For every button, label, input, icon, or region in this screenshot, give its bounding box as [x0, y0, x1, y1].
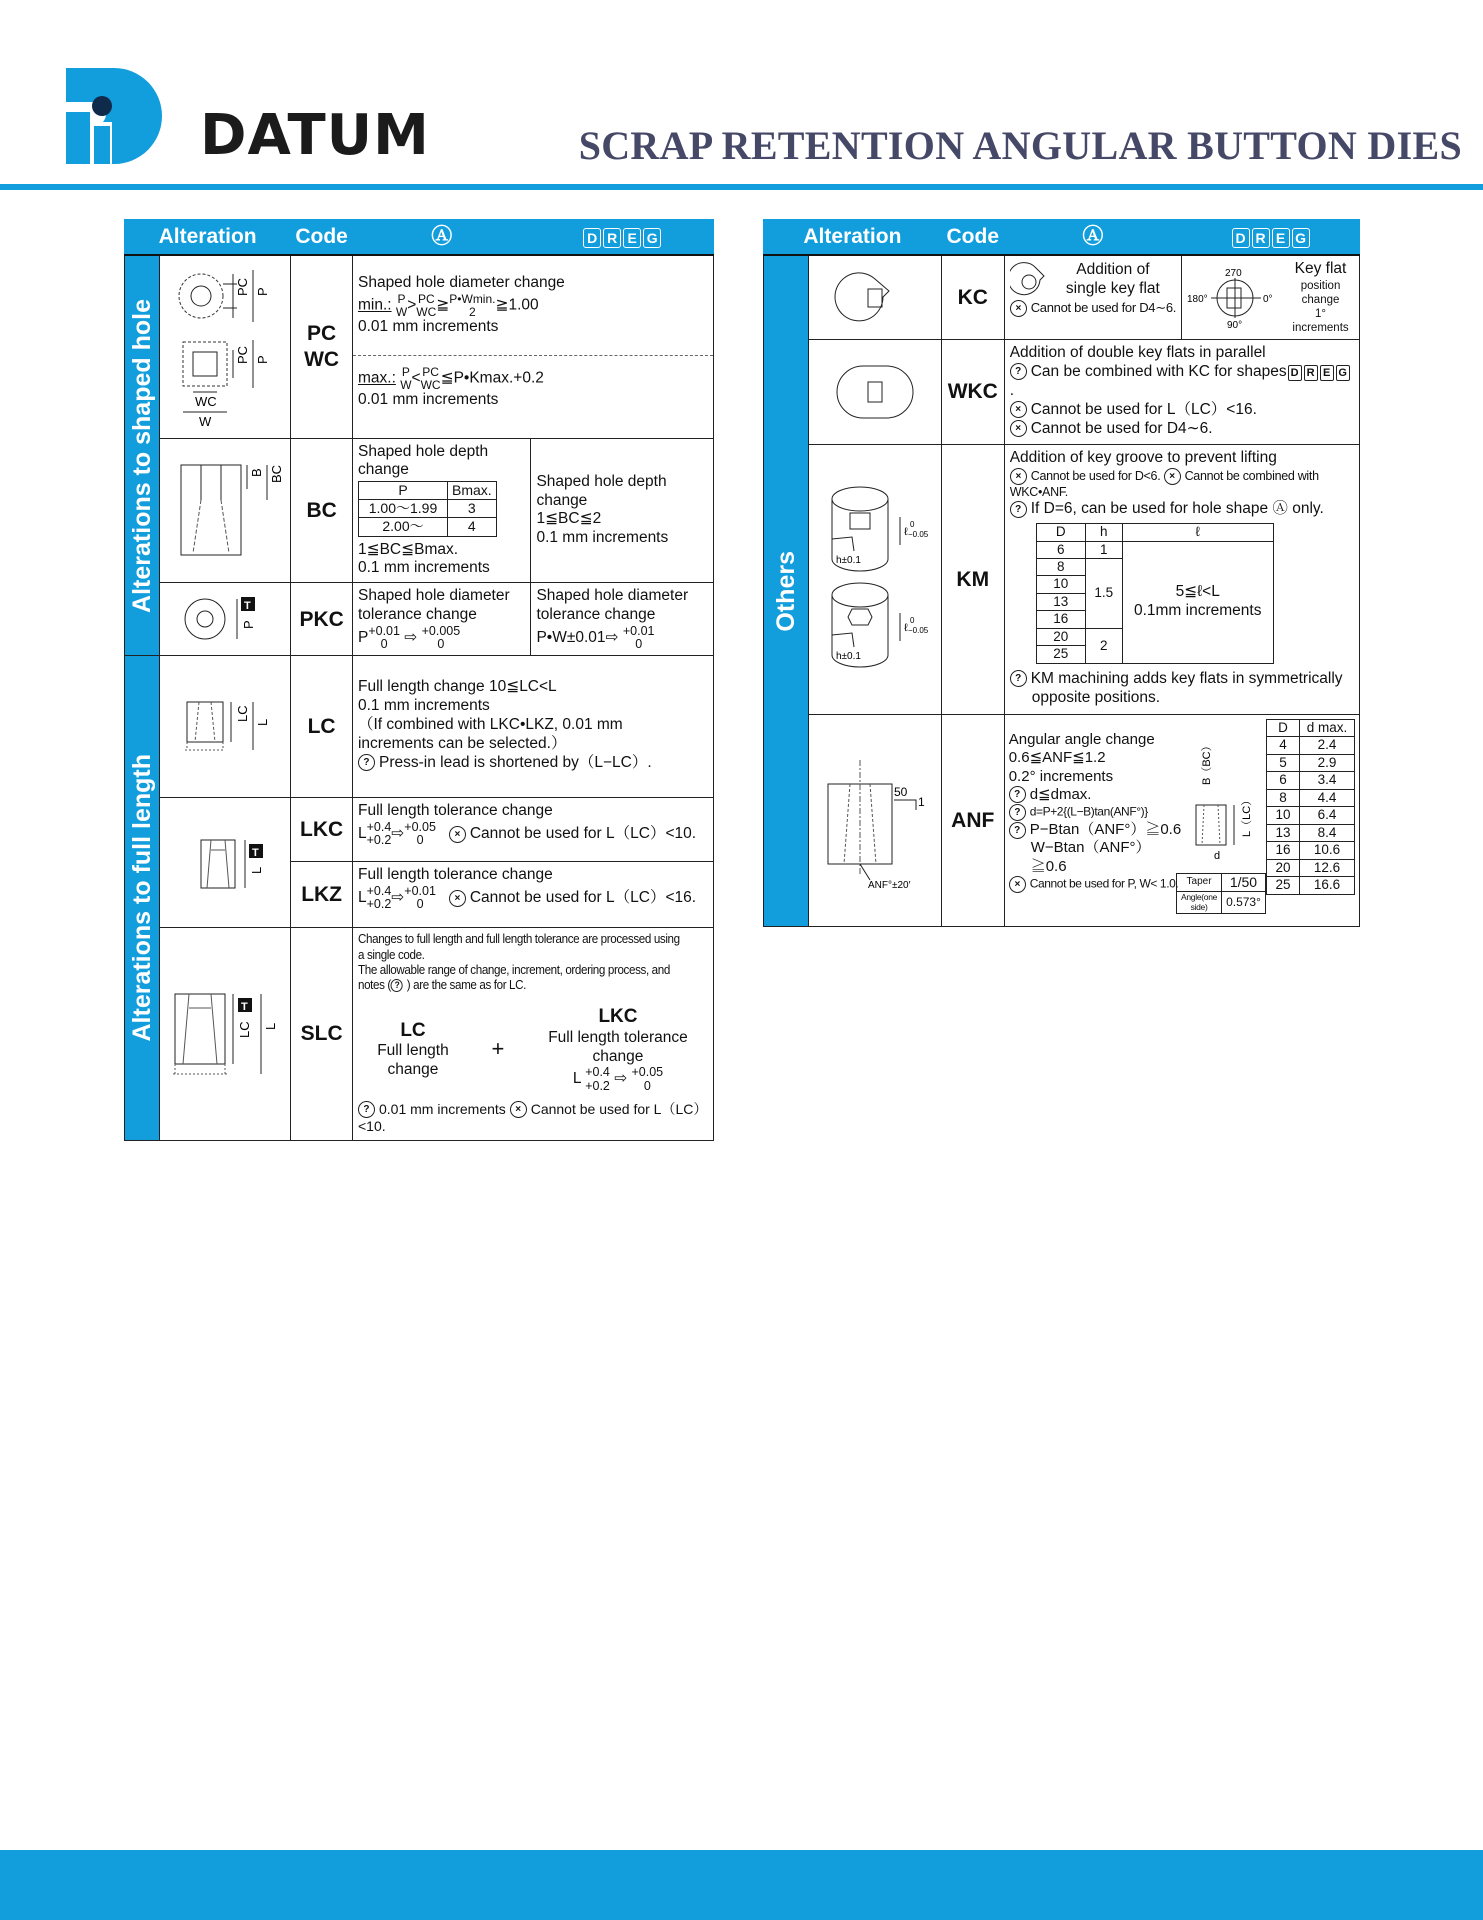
no-icon: × — [449, 826, 466, 843]
code-pcwc: PC WC — [291, 255, 353, 438]
code-anf: ANF — [941, 714, 1004, 926]
pkc-description-a: Shaped hole diameter tolerance change P+0.01 0 ⇨ +0.005 0 — [352, 583, 530, 656]
km-figure — [808, 444, 941, 714]
svg-text:270: 270 — [1225, 268, 1242, 280]
anf-dmax-table: D d max. 4 2.4 5 2.9 6 3.4 8 4.4 10 6.4 13 8.4 16 10.6 20 12.6 25 16.6 — [1266, 719, 1355, 895]
header-alteration: Alteration — [764, 220, 942, 256]
header-shape-a: Ⓐ — [1004, 220, 1181, 256]
table-row-km — [764, 444, 1360, 714]
right-spec-table — [763, 219, 1360, 927]
svg-text:0: 0 — [909, 616, 915, 626]
svg-text:ℓ: ℓ — [903, 526, 908, 539]
tip-icon: ? — [358, 754, 375, 771]
header-shapes-dreg: D R E G — [531, 220, 714, 256]
header-code: Code — [941, 220, 1004, 256]
key-flat-icon — [1010, 260, 1050, 300]
table-row-anf — [764, 714, 1360, 926]
kc-description-dreg: 270 180° 0° 90° Key flat position change 1° increments — [1182, 255, 1360, 339]
anf-description: Angular angle change 0.6≦ANF≦1.2 0.2° increments ? d≦dmax. ? d=P+2{(L−B)tan(ANF°)} ? P−Btan（ANF°）≧0.6 W−Btan（ANF°）≧0.6 × Cannot be used for P, W< 1.0. B（BC） L（LC） d Taper 1/50 Angle(one side) 0.573° D d max. 4 2.4 5 2.9 6 3.4 8 4.4 10 6.4 13 8.4 16 10.6 20 12.6 25 16.6 — [1004, 714, 1359, 926]
svg-text:L: L — [255, 718, 271, 726]
svg-text:T: T — [241, 1000, 248, 1013]
svg-text:W: W — [199, 413, 212, 429]
table-row-lc — [125, 656, 714, 798]
header-alteration: Alteration — [125, 220, 291, 256]
table-header-row — [125, 220, 714, 256]
pcwc-description: Shaped hole diameter change min.: P W> PC WC≧P•Wmin. 2 ≧1.00 0.01 mm increments max.: P W< PC WC≦P•Kmax.+0.2 0.01 mm increments — [352, 255, 713, 438]
lc-description: Full length change 10≦LC<L 0.1 mm increments （If combined with LKC•LKZ, 0.01 mm increments can be selected.） ? Press-in lead is shortened by（L−LC）. — [352, 656, 713, 798]
svg-text:50: 50 — [893, 785, 908, 800]
bc-pmax-table: P Bmax. 1.00～1.99 3 2.00～ 4 — [358, 481, 497, 536]
table-row-pkc — [125, 583, 714, 656]
code-wkc: WKC — [941, 339, 1004, 444]
page-title: SCRAP RETENTION ANGULAR BUTTON DIES — [578, 123, 1462, 168]
code-slc: SLC — [291, 928, 353, 1140]
svg-text:PC: PC — [235, 345, 251, 364]
code-lc: LC — [291, 656, 353, 798]
code-pkc: PKC — [291, 583, 353, 656]
table-row-pcwc — [125, 255, 714, 438]
pcwc-figure — [160, 255, 291, 438]
svg-text:0: 0 — [909, 520, 915, 530]
svg-text:T: T — [244, 600, 251, 613]
svg-text:1: 1 — [917, 795, 925, 810]
code-lkc: LKC — [291, 798, 353, 862]
datum-logo-icon — [66, 68, 162, 164]
table-row-bc — [125, 438, 714, 583]
bc-description-a: Shaped hole depth change P Bmax. 1.00～1.99 3 2.00～ 4 1≦BC≦Bmax. 0.1 mm increments — [352, 438, 530, 583]
header-code: Code — [291, 220, 353, 256]
no-icon: × — [449, 890, 466, 907]
svg-text:L: L — [263, 1022, 279, 1030]
svg-text:d: d — [1214, 849, 1221, 862]
code-km: KM — [941, 444, 1004, 714]
svg-text:P: P — [255, 355, 271, 364]
svg-text:180°: 180° — [1187, 294, 1208, 306]
left-spec-table — [124, 219, 714, 1141]
footer-bar — [0, 1850, 1483, 1920]
svg-text:L: L — [249, 866, 265, 874]
svg-text:T: T — [252, 846, 259, 859]
taper-table: Taper 1/50 Angle(one side) 0.573° — [1176, 873, 1266, 914]
group-shaped-hole: Alterations to shaped hole — [125, 255, 160, 656]
table-header-row — [764, 220, 1360, 256]
kc-figure — [808, 255, 941, 339]
kc-description-a: Addition of single key flat × Cannot be used for D4∼6. — [1004, 255, 1181, 339]
svg-text:0°: 0° — [1263, 294, 1273, 306]
angle-dial-icon — [1187, 266, 1287, 328]
header-shapes-dreg: D R E G — [1182, 220, 1360, 256]
svg-text:−0.05: −0.05 — [907, 530, 929, 540]
brand-name: DATUM — [200, 103, 430, 168]
pkc-figure — [160, 583, 291, 656]
svg-text:WC: WC — [195, 393, 217, 409]
lkc-description: Full length tolerance change L+0.4 +0.2⇨+0.05 0 × Cannot be used for L（LC）<10. — [352, 798, 713, 862]
code-lkz: LKZ — [291, 862, 353, 928]
group-others: Others — [764, 255, 809, 926]
slc-description: Changes to full length and full length tolerance are processed using a single code. The allowable range of change, increment, ordering process, and notes ( ? ) are the same as for LC. LC Full length change + LKC Full length tolerance change L +0.4 +0.2 ⇨ +0.05 0 ? 0.01 mm increments × Cannot be used for L（LC）<10. — [352, 928, 713, 1140]
anf-figure — [808, 714, 941, 926]
wkc-description: Addition of double key flats in parallel ? Can be combined with KC for shapes D R E G. × Cannot be used for L（LC）<16. × Cannot be used for D4∼6. — [1004, 339, 1359, 444]
svg-text:LC: LC — [235, 705, 251, 722]
lkc-figure — [160, 798, 291, 928]
group-full-length: Alterations to full length — [125, 656, 160, 1140]
svg-text:P: P — [241, 620, 257, 630]
svg-text:ℓ: ℓ — [903, 622, 908, 635]
svg-text:B（BC）: B（BC） — [1201, 740, 1213, 785]
svg-text:B: B — [249, 468, 265, 478]
svg-text:90°: 90° — [1227, 320, 1243, 329]
table-row-kc — [764, 255, 1360, 339]
km-table: D h ℓ 6 1 5≦ℓ<L 0.1mm increments 8 1.5 10 13 16 20 2 25 — [1036, 523, 1274, 664]
lc-figure — [160, 656, 291, 798]
svg-text:−0.05: −0.05 — [907, 626, 929, 636]
anf-mini-figure — [1181, 719, 1262, 913]
svg-text:LC: LC — [237, 1021, 253, 1038]
svg-text:h±0.1: h±0.1 — [835, 555, 861, 567]
slc-figure — [160, 928, 291, 1140]
code-bc: BC — [291, 438, 353, 583]
svg-text:L（LC）: L（LC） — [1241, 794, 1253, 837]
table-row-lkc — [125, 798, 714, 862]
header-shape-a: Ⓐ — [352, 220, 530, 256]
pkc-description-dreg: Shaped hole diameter tolerance change P•W±0.01⇨ +0.01 0 — [531, 583, 714, 656]
svg-text:PC: PC — [235, 277, 251, 296]
table-row-slc — [125, 928, 714, 1140]
svg-text:P: P — [255, 287, 271, 296]
bc-description-dreg: Shaped hole depth change 1≦BC≦2 0.1 mm increments — [531, 438, 714, 583]
km-description: Addition of key groove to prevent lifting × Cannot be used for D<6. × Cannot be combined with WKC•ANF. ? If D=6, can be used for hole shape Ⓐ only. D h ℓ 6 1 5≦ℓ<L 0.1mm increments 8 1.5 10 13 16 20 2 25 ? KM machining adds key flats in symmetrically opposite positions. — [1004, 444, 1359, 714]
table-row-wkc — [764, 339, 1360, 444]
code-kc: KC — [941, 255, 1004, 339]
wkc-figure — [808, 339, 941, 444]
lkz-description: Full length tolerance change L+0.4 +0.2⇨+0.01 0 × Cannot be used for L（LC）<16. — [352, 862, 713, 928]
bc-figure — [160, 438, 291, 583]
svg-text:h±0.1: h±0.1 — [835, 651, 861, 663]
svg-text:BC: BC — [269, 465, 285, 484]
header-rule — [0, 184, 1483, 190]
svg-text:ANF°±20′: ANF°±20′ — [867, 880, 911, 891]
